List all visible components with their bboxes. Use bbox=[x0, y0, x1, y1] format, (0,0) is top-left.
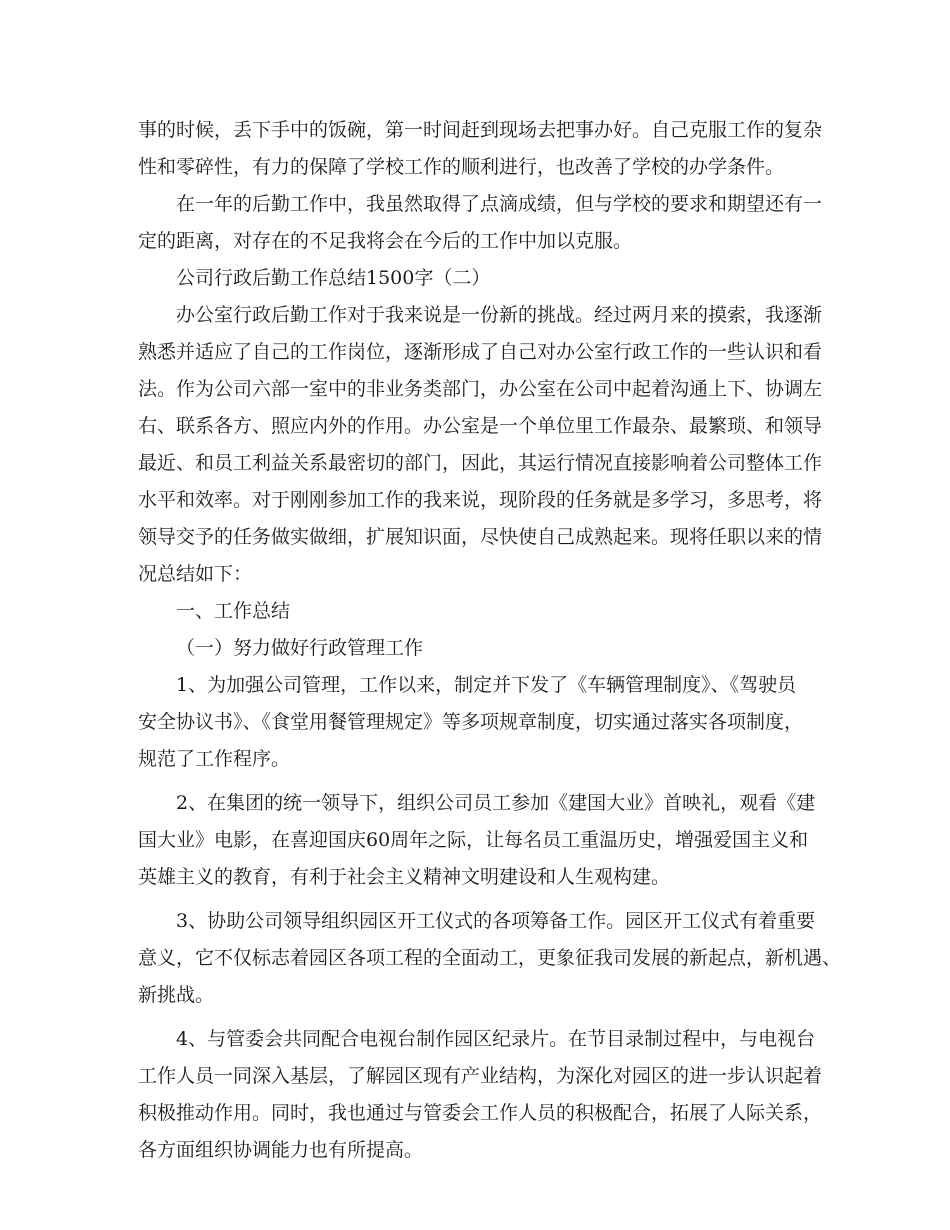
paragraph-start-line: 2、在集团的统一领导下，组织公司员工参加《建国大业》首映礼，观看《建 bbox=[176, 792, 816, 814]
document-body bbox=[138, 112, 842, 1169]
paragraph-start-line: 3、协助公司领导组织园区开工仪式的各项筹备工作。园区开工仪式有着重要 bbox=[176, 910, 816, 932]
section-heading: 一、工作总结 bbox=[176, 600, 291, 622]
subsection-heading: （一）努力做好行政管理工作 bbox=[176, 637, 424, 659]
text-line: 法。作为公司六部一室中的非业务类部门，办公室在公司中起着沟通上下、协调左 bbox=[138, 378, 823, 400]
paragraph-start-line: 4、与管委会共同配合电视台制作园区纪录片。在节目录制过程中，与电视台 bbox=[176, 1028, 816, 1050]
paragraph-start-line: 1、为加强公司管理，工作以来，制定并下发了《车辆管理制度》、《驾驶员 bbox=[176, 674, 797, 696]
text-line: 工作人员一同深入基层，了解园区现有产业结构，为深化对园区的进一步认识起着 bbox=[138, 1065, 823, 1087]
text-line: 熟悉并适应了自己的工作岗位，逐渐形成了自己对办公室行政工作的一些认识和看 bbox=[138, 341, 823, 363]
text-line: 新挑战。 bbox=[138, 984, 215, 1006]
text-line: 领导交予的任务做实做细，扩展知识面，尽快使自己成熟起来。现将任职以来的情 bbox=[138, 526, 823, 548]
text-line: 规范了工作程序。 bbox=[138, 748, 291, 770]
text-line: 事的时候，丢下手中的饭碗，第一时间赶到现场去把事办好。自己克服工作的复杂 bbox=[138, 119, 823, 141]
text-line: 意义，它不仅标志着园区各项工程的全面动工，更象征我司发展的新起点，新机遇、 bbox=[138, 947, 842, 969]
text-line: 右、联系各方、照应内外的作用。办公室是一个单位里工作最杂、最繁琐、和领导 bbox=[138, 415, 823, 437]
paragraph-gap bbox=[138, 896, 828, 903]
text-line: 性和零碎性，有力的保障了学校工作的顺利进行，也改善了学校的办学条件。 bbox=[138, 156, 785, 178]
text-line: 水平和效率。对于刚刚参加工作的我来说，现阶段的任务就是多学习，多思考，将 bbox=[138, 489, 823, 511]
text-line: 定的距离，对存在的不足我将会在今后的工作中加以克服。 bbox=[138, 230, 633, 252]
text-line: 况总结如下： bbox=[138, 563, 253, 585]
paragraph-gap bbox=[138, 1014, 828, 1021]
text-line: 最近、和员工利益关系最密切的部门，因此，其运行情况直接影响着公司整体工作 bbox=[138, 452, 823, 474]
paragraph-start-line: 在一年的后勤工作中，我虽然取得了点滴成绩，但与学校的要求和期望还有一 bbox=[176, 193, 823, 215]
paragraph-start-line: 办公室行政后勤工作对于我来说是一份新的挑战。经过两月来的摸索，我逐渐 bbox=[176, 304, 823, 326]
text-line: 英雄主义的教育，有利于社会主义精神文明建设和人生观构建。 bbox=[138, 866, 671, 888]
section-heading: 公司行政后勤工作总结1500字（二） bbox=[176, 267, 491, 289]
paragraph-gap bbox=[138, 778, 828, 785]
text-line: 积极推动作用。同时，我也通过与管委会工作人员的积极配合，拓展了人际关系， bbox=[138, 1102, 823, 1124]
text-line: 各方面组织协调能力也有所提高。 bbox=[138, 1139, 424, 1161]
text-line: 安全协议书》、《食堂用餐管理规定》等多项规章制度，切实通过落实各项制度， bbox=[138, 711, 804, 733]
text-line: 国大业》电影，在喜迎国庆60周年之际，让每名员工重温历史，增强爱国主义和 bbox=[138, 829, 809, 851]
